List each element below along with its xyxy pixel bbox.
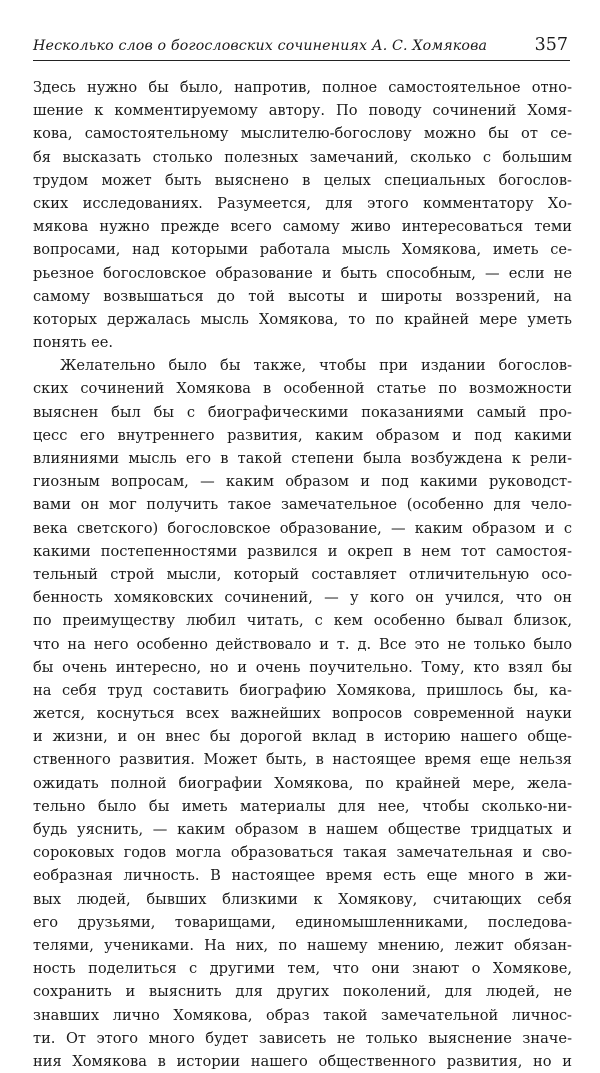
- text-line: сохранить и выяснить для других поколений, для людей, не: [33, 983, 572, 1001]
- text-line: гиозным вопросам, — каким образом и под какими руководст-: [33, 473, 572, 491]
- text-line: рьезное богословское образование и быть способным, — если не: [33, 264, 572, 282]
- text-line: ти. От этого много будет зависеть не только выяснение значе-: [33, 1029, 572, 1047]
- text-line: телями, учениками. На них, по нашему мнению, лежит обязан-: [33, 936, 572, 954]
- text-line: на себя труд составить биографию Хомякова, пришлось бы, ка-: [33, 681, 572, 699]
- body-text: [33, 76, 572, 1073]
- paragraph-2: [33, 354, 572, 1073]
- text-line: ность поделиться с другими тем, что они знают о Хомякове,: [33, 960, 572, 978]
- text-line: жется, коснуться всех важнейших вопросов современной науки: [33, 705, 572, 723]
- text-line: кова, самостоятельному мыслителю-богослову можно бы от се-: [33, 125, 572, 143]
- text-line: будь уяснить, — каким образом в нашем обществе тридцатых и: [33, 821, 572, 838]
- text-line: еобразная личность. В настоящее время есть еще много в жи-: [33, 867, 572, 885]
- page-number: 357: [534, 35, 568, 55]
- text-line: по преимуществу любил читать, с кем особенно бывал близок,: [33, 612, 572, 630]
- text-line: знавших лично Хомякова, образ такой замечательной личнос-: [33, 1006, 572, 1024]
- text-line: вами он мог получить такое замечательное (особенно для чело-: [33, 496, 572, 514]
- text-line: что на него особенно действовало и т. д. Все это не только было: [33, 635, 572, 653]
- running-header: [33, 34, 570, 61]
- text-line: трудом может быть выяснено в целых специальных богослов-: [33, 171, 572, 189]
- text-line: и жизни, и он внес бы дорогой вклад в историю нашего обще-: [33, 728, 572, 746]
- text-line: понять ее.: [33, 334, 114, 352]
- text-line: сороковых годов могла образоваться такая замечательная и сво-: [33, 844, 572, 862]
- text-line: мякова нужно прежде всего самому живо интересоваться теми: [33, 218, 572, 236]
- text-line: ских сочинений Хомякова в особенной статье по возможности: [33, 380, 572, 398]
- text-line: цесс его внутреннего развития, каким образом и под какими: [33, 426, 572, 444]
- text-line: которых держалась мысль Хомякова, то по крайней мере уметь: [33, 310, 572, 328]
- text-line: ственного развития. Может быть, в настоящее время еще нельзя: [33, 751, 572, 769]
- text-line: ских исследованиях. Разумеется, для этого комментатору Хо-: [33, 194, 572, 212]
- text-line: вых людей, бывших близкими к Хомякову, считающих себя: [33, 890, 572, 908]
- text-line: бя высказать столько полезных замечаний, сколько с большим: [33, 148, 572, 166]
- text-line: Здесь нужно бы было, напротив, полное самостоятельное отно-: [33, 79, 572, 96]
- text-line: вопросами, над которыми работала мысль Хомякова, иметь се-: [33, 241, 572, 259]
- text-line: влияниями мысль его в такой степени была возбуждена к рели-: [33, 450, 572, 467]
- text-line: ния Хомякова в истории нашего общественного развития, но и: [33, 1052, 572, 1070]
- text-line: Желательно было бы также, чтобы при издании богослов-: [60, 357, 572, 375]
- text-line: какими постепенностями развился и окреп в нем тот самостоя-: [33, 542, 572, 560]
- text-line: тельно было бы иметь материалы для нее, чтобы сколько-ни-: [33, 797, 572, 815]
- text-line: выяснен был бы с биографическими показаниями самый про-: [33, 403, 572, 421]
- running-title: Несколько слов о богословских сочинениях А. С. Хомякова: [33, 38, 488, 54]
- text-line: бы очень интересно, но и очень поучительно. Тому, кто взял бы: [33, 658, 572, 676]
- text-line: ожидать полной биографии Хомякова, по крайней мере, жела-: [33, 774, 572, 792]
- text-line: тельный строй мысли, который составляет отличительную осо-: [33, 565, 572, 583]
- text-line: бенность хомяковских сочинений, — у кого он учился, что он: [33, 589, 572, 607]
- text-line: самому возвышаться до той высоты и широты воззрений, на: [33, 287, 572, 305]
- text-line: его друзьями, товарищами, единомышленниками, последова-: [33, 913, 572, 931]
- text-line: века светского) богословское образование, — каким образом и с: [33, 519, 572, 537]
- text-line: шение к комментируемому автору. По поводу сочинений Хомя-: [33, 102, 572, 120]
- paragraph-1: [33, 76, 572, 354]
